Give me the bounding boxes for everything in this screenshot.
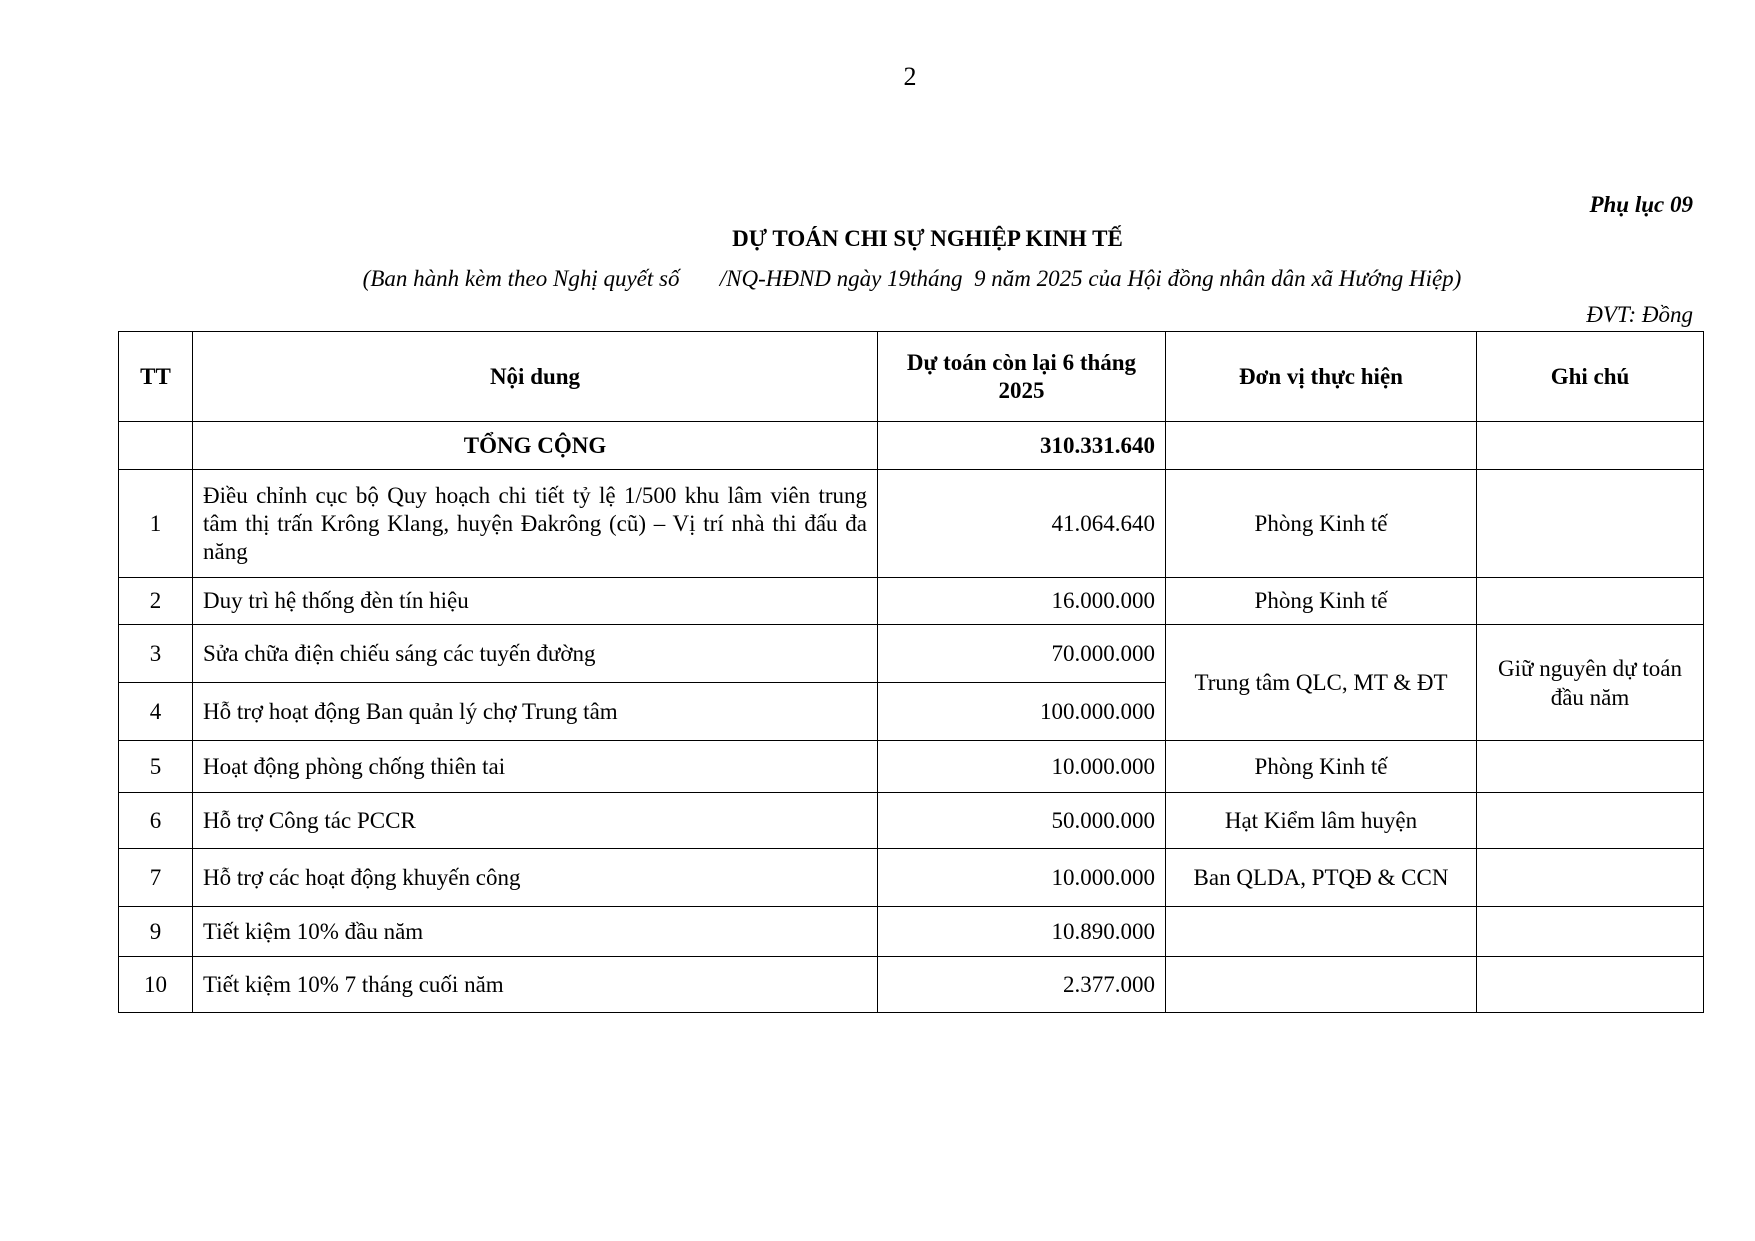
row-amount: 70.000.000 — [878, 625, 1166, 683]
header-unit: Đơn vị thực hiện — [1166, 332, 1477, 422]
row-tt: 4 — [119, 683, 193, 741]
row-tt: 7 — [119, 849, 193, 907]
row-content: Hoạt động phòng chống thiên tai — [193, 741, 878, 793]
row-content: Duy trì hệ thống đèn tín hiệu — [193, 578, 878, 625]
row-unit: Ban QLDA, PTQĐ & CCN — [1166, 849, 1477, 907]
document-title: DỰ TOÁN CHI SỰ NGHIỆP KINH TẾ — [732, 226, 1123, 251]
row-unit — [1166, 957, 1477, 1013]
row-note — [1477, 793, 1704, 849]
header-tt: TT — [119, 332, 193, 422]
row-note — [1477, 470, 1704, 578]
row-note — [1477, 741, 1704, 793]
table-row — [119, 625, 1704, 683]
row-tt: 9 — [119, 907, 193, 957]
total-unit-cell — [1166, 422, 1477, 470]
row-tt: 3 — [119, 625, 193, 683]
row-content: Tiết kiệm 10% 7 tháng cuối năm — [193, 957, 878, 1013]
total-row — [119, 422, 1704, 470]
header-note: Ghi chú — [1477, 332, 1704, 422]
total-note-cell — [1477, 422, 1704, 470]
header-amount: Dự toán còn lại 6 tháng 2025 — [878, 332, 1166, 422]
table-header-row — [119, 332, 1704, 422]
currency-unit-label: ĐVT: Đồng — [1586, 302, 1693, 327]
row-tt: 6 — [119, 793, 193, 849]
row-tt: 5 — [119, 741, 193, 793]
row-tt: 1 — [119, 470, 193, 578]
row-tt: 10 — [119, 957, 193, 1013]
table-row — [119, 907, 1704, 957]
row-note-merged: Giữ nguyên dự toán đầu năm — [1477, 625, 1704, 741]
table-row — [119, 578, 1704, 625]
row-content: Tiết kiệm 10% đầu năm — [193, 907, 878, 957]
row-amount: 10.000.000 — [878, 849, 1166, 907]
row-unit — [1166, 907, 1477, 957]
row-unit: Phòng Kinh tế — [1166, 741, 1477, 793]
table-row — [119, 470, 1704, 578]
page-number: 2 — [903, 62, 917, 91]
row-note — [1477, 578, 1704, 625]
row-unit-merged: Trung tâm QLC, MT & ĐT — [1166, 625, 1477, 741]
total-label: TỔNG CỘNG — [193, 422, 878, 470]
header-content: Nội dung — [193, 332, 878, 422]
row-amount: 50.000.000 — [878, 793, 1166, 849]
table-row — [119, 849, 1704, 907]
row-amount: 16.000.000 — [878, 578, 1166, 625]
row-unit: Phòng Kinh tế — [1166, 578, 1477, 625]
total-tt-cell — [119, 422, 193, 470]
row-unit: Hạt Kiểm lâm huyện — [1166, 793, 1477, 849]
row-tt: 2 — [119, 578, 193, 625]
row-amount: 41.064.640 — [878, 470, 1166, 578]
row-content: Hỗ trợ các hoạt động khuyến công — [193, 849, 878, 907]
row-amount: 100.000.000 — [878, 683, 1166, 741]
table-row — [119, 793, 1704, 849]
row-content: Điều chỉnh cục bộ Quy hoạch chi tiết tỷ lệ 1/500 khu lâm viên trung tâm thị trấn Krông Klang, huyện Đakrông (cũ) – Vị trí nhà thi đấu đa năng — [193, 470, 878, 578]
appendix-label: Phụ lục 09 — [1589, 192, 1693, 217]
document-subtitle: (Ban hành kèm theo Nghị quyết số /NQ-HĐND ngày 19tháng 9 năm 2025 của Hội đồng nhân dân xã Hướng Hiệp) — [362, 266, 1462, 291]
row-amount: 10.000.000 — [878, 741, 1166, 793]
row-amount: 10.890.000 — [878, 907, 1166, 957]
row-note — [1477, 907, 1704, 957]
row-content: Sửa chữa điện chiếu sáng các tuyến đường — [193, 625, 878, 683]
row-note — [1477, 849, 1704, 907]
row-unit: Phòng Kinh tế — [1166, 470, 1477, 578]
row-content: Hỗ trợ hoạt động Ban quản lý chợ Trung tâm — [193, 683, 878, 741]
row-note — [1477, 957, 1704, 1013]
budget-table — [118, 331, 1704, 1013]
table-row — [119, 957, 1704, 1013]
row-amount: 2.377.000 — [878, 957, 1166, 1013]
table-row — [119, 741, 1704, 793]
row-content: Hỗ trợ Công tác PCCR — [193, 793, 878, 849]
total-amount: 310.331.640 — [878, 422, 1166, 470]
